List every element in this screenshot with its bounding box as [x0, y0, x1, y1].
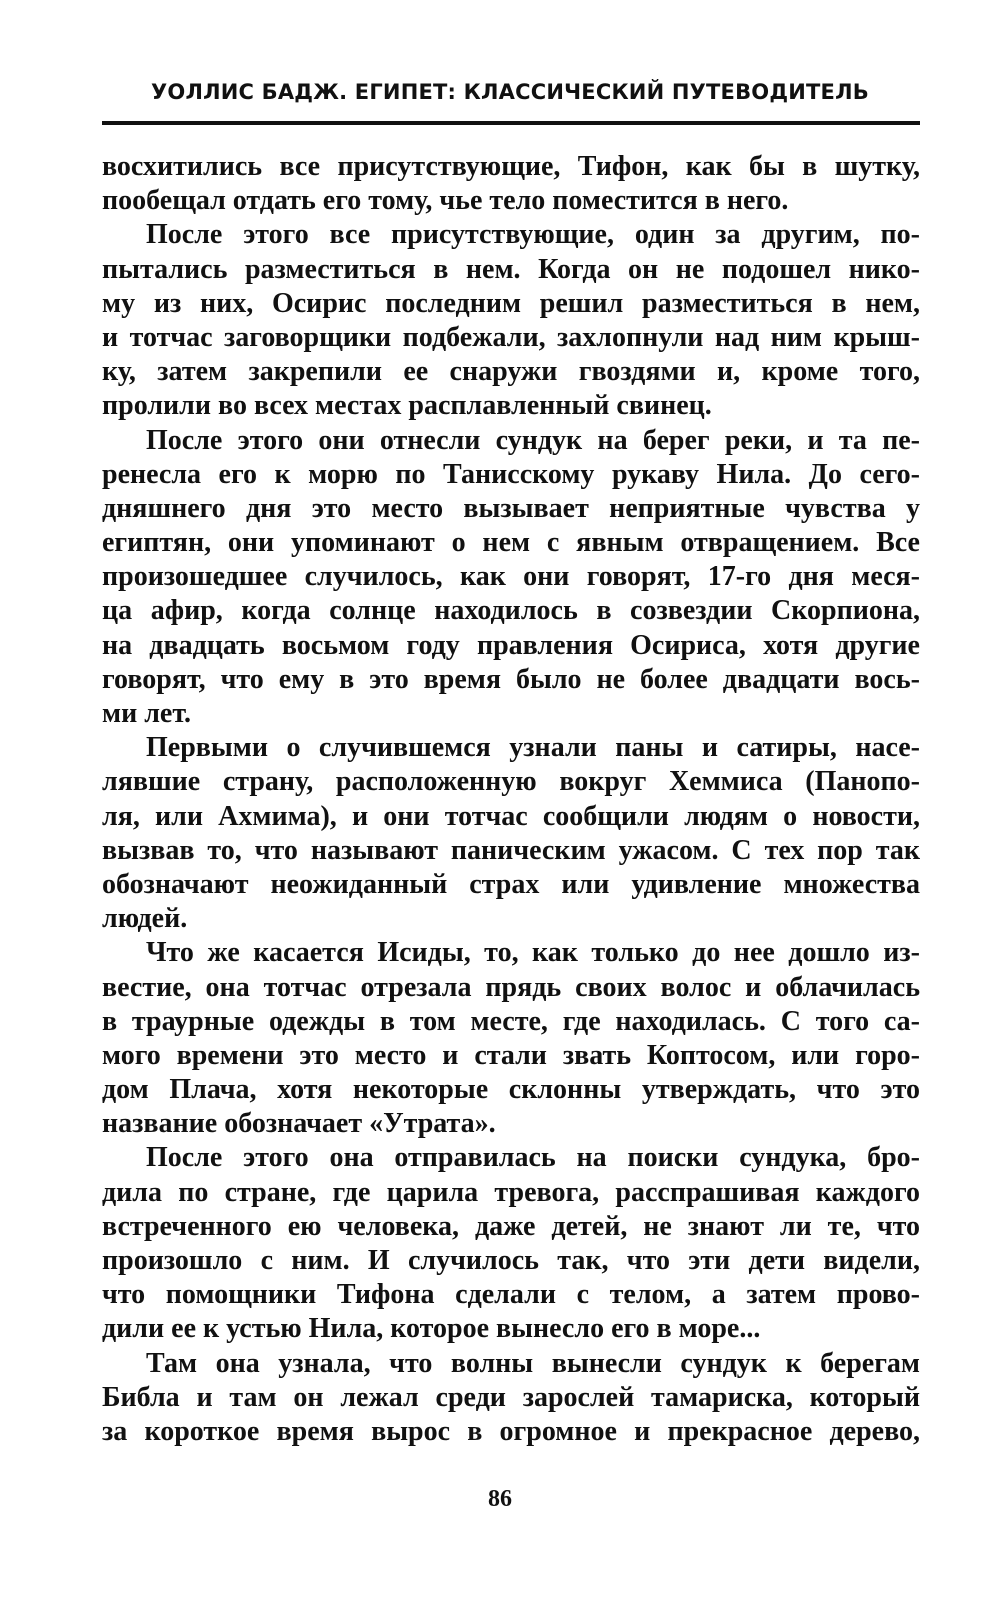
text-line: ренесла его к морю по Танисскому рукаву Нила. До сего- — [102, 458, 920, 490]
text-line: обозначают неожиданный страх или удивление множества — [102, 868, 920, 900]
text-line: название обозначает «Утрата». — [102, 1108, 496, 1140]
text-line: После этого все присутствующие, один за другим, по- — [146, 219, 920, 251]
text-line: вестие, она тотчас отрезала прядь своих волос и облачилась — [102, 971, 920, 1003]
text-line: произошло с ним. И случилось так, что эти дети видели, — [102, 1245, 920, 1276]
text-line: После этого они отнесли сундук на берег реки, и та пе- — [146, 424, 920, 456]
text-line: лявшие страну, расположенную вокруг Хеммиса (Панопо- — [102, 766, 920, 798]
text-line: что помощники Тифона сделали с телом, а затем прово- — [102, 1279, 920, 1311]
text-line: Первыми о случившемся узнали паны и сатиры, насе- — [146, 732, 920, 764]
text-line: дняшнего дня это место вызывает неприятные чувства у — [102, 492, 920, 524]
text-line: восхитились все присутствующие, Тифон, как бы в шутку, — [102, 151, 920, 182]
text-line: людей. — [102, 903, 188, 935]
text-line: Библа и там он лежал среди зарослей тамариска, который — [102, 1381, 920, 1413]
text-line: и тотчас заговорщики подбежали, захлопнули над ним крыш- — [102, 321, 920, 353]
text-line: встреченного ею человека, даже детей, не знают ли те, что — [102, 1210, 920, 1242]
text-line: ку, затем закрепили ее снаружи гвоздями и, кроме того, — [102, 356, 920, 388]
page-number: 86 — [488, 1486, 512, 1512]
text-line: на двадцать восьмом году правления Осириса, хотя другие — [102, 629, 920, 661]
text-line: египтян, они упоминают о нем с явным отвращением. Все — [102, 527, 920, 559]
text-line: пытались разместиться в нем. Когда он не подошел нико- — [102, 253, 920, 285]
text-line: пообещал отдать его тому, чье тело поместится в него. — [102, 185, 789, 217]
body-text — [102, 150, 920, 1449]
text-line: говорят, что ему в это время было не более двадцати вось- — [102, 663, 920, 695]
text-line: в траурные одежды в том месте, где находилась. С того са- — [102, 1005, 920, 1037]
text-line: пролили во всех местах расплавленный свинец. — [102, 390, 712, 422]
text-line: му из них, Осирис последним решил разместиться в нем, — [102, 287, 920, 319]
text-line: вызвав то, что называют паническим ужасом. С тех пор так — [102, 834, 920, 866]
text-line: дила по стране, где царила тревога, расспрашивая каждого — [102, 1176, 920, 1208]
text-line: После этого она отправилась на поиски сундука, бро- — [146, 1142, 920, 1174]
header-rule — [102, 121, 920, 125]
text-line: за короткое время вырос в огромное и прекрасное дерево, — [102, 1415, 920, 1447]
text-line: Там она узнала, что волны вынесли сундук к берегам — [146, 1347, 920, 1379]
text-line: произошедшее случилось, как они говорят, 17-го дня меся- — [102, 561, 920, 593]
text-line: дили ее к устью Нила, которое вынесло его в море... — [102, 1313, 761, 1345]
running-header: УОЛЛИС БАДЖ. ЕГИПЕТ: КЛАССИЧЕСКИЙ ПУТЕВОДИТЕЛЬ — [151, 80, 869, 104]
text-line: ля, или Ахмима), и они тотчас сообщили людям о новости, — [102, 800, 920, 832]
text-line: дом Плача, хотя некоторые склонны утверждать, что это — [102, 1074, 920, 1106]
text-line: мого времени это место и стали звать Коптосом, или горо- — [102, 1039, 920, 1071]
text-line: Что же касается Исиды, то, как только до нее дошло из- — [146, 937, 920, 969]
text-line: ца афир, когда солнце находилось в созвездии Скорпиона, — [102, 595, 920, 627]
text-line: ми лет. — [102, 698, 191, 729]
